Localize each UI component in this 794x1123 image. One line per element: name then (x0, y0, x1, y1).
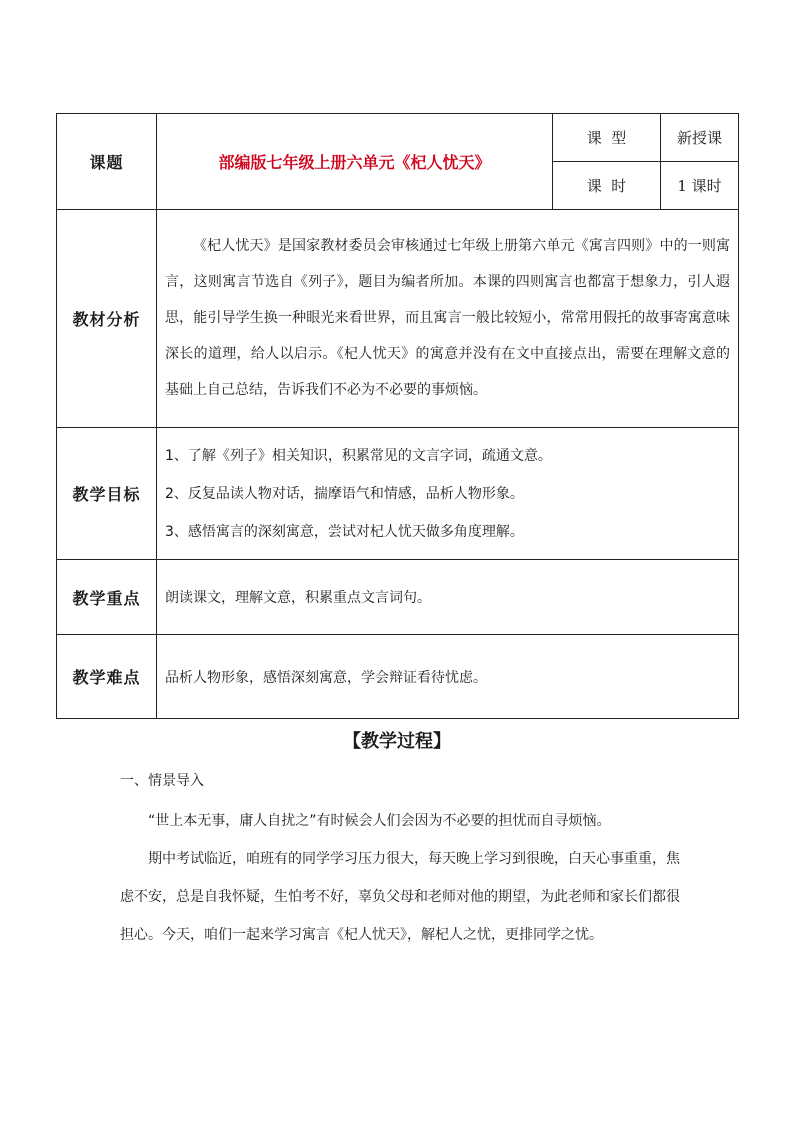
objective-item: 3、感悟寓言的深刻寓意，尝试对杞人忧天做多角度理解。 (165, 523, 524, 540)
key-points-text: 朗读课文，理解文意，积累重点文言词句。 (165, 590, 431, 606)
objectives-label: 教学目标 (57, 428, 157, 560)
difficulties-text: 品析人物形象，感悟深刻寓意，学会辩证看待忧虑。 (165, 669, 487, 686)
section-heading-intro: 一、情景导入 (120, 773, 204, 789)
key-points-cell (157, 560, 739, 635)
subject-label: 课题 (57, 114, 157, 210)
analysis-label: 教材分析 (57, 210, 157, 428)
difficulties-label: 教学难点 (57, 635, 157, 719)
class-hours-value: 1 课时 (661, 162, 739, 210)
objective-item: 2、反复品读人物对话，揣摩语气和情感，品析人物形象。 (165, 485, 524, 502)
lesson-plan-table (56, 113, 739, 719)
lesson-type-label: 课 型 (553, 114, 661, 162)
objective-item: 1、了解《列子》相关知识，积累常见的文言字词，疏通文意。 (165, 447, 552, 464)
class-hours-label: 课 时 (553, 162, 661, 210)
analysis-text: 《杞人忧天》是国家教材委员会审核通过七年级上册第六单元《寓言四则》中的一则寓言，这则寓言节选自《列子》，题目为编者所加。本课的四则寓言也都富于想象力，引人遐思，能引导学生换一种眼光来看世界，而且寓言一般比较短小，常常用假托的故事寄寓意味深长的道理，给人以启示。《杞人忧天》的寓意并没有在文中直接点出，需要在理解文意的基础上自己总结，告诉我们不必为不必要的事烦恼。 (165, 237, 730, 398)
analysis-cell (157, 210, 739, 428)
teaching-process-heading: 【教学过程】 (343, 731, 451, 752)
lesson-type-value: 新授课 (661, 114, 739, 162)
objectives-cell (157, 428, 739, 560)
intro-paragraph-2: 期中考试临近，咱班有的同学学习压力很大，每天晚上学习到很晚，白天心事重重，焦虑不安，总是自我怀疑，生怕考不好，辜负父母和老师对他的期望，为此老师和家长们都很担心。今天，咱们一起来学习寓言《杞人忧天》，解杞人之忧，更排同学之忧。 (120, 851, 680, 943)
intro-paragraph-1: “世上本无事，庸人自扰之”有时候会人们会因为不必要的担忧而自寻烦恼。 (148, 813, 611, 829)
difficulties-cell (157, 635, 739, 719)
lesson-title: 部编版七年级上册六单元《杞人忧天》 (157, 114, 553, 210)
key-points-label: 教学重点 (57, 560, 157, 635)
